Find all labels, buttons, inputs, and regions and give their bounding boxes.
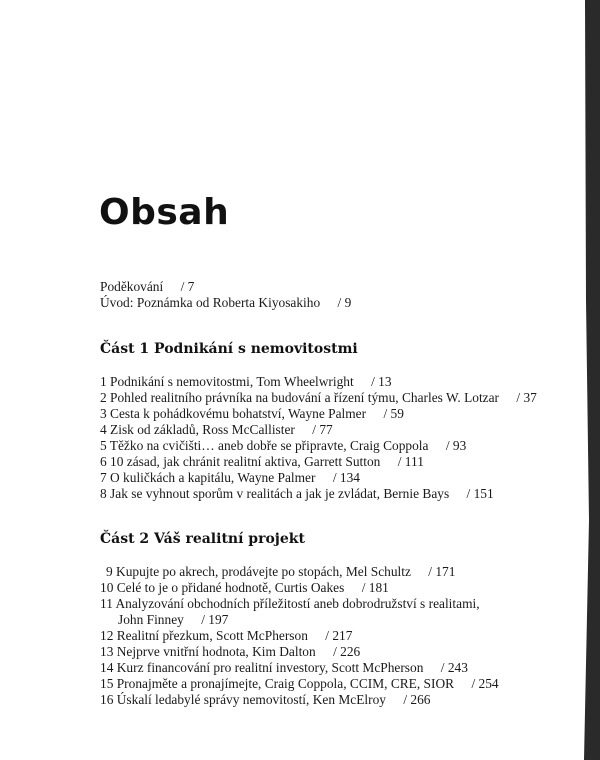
toc-entry-page: / 7 [180,279,195,294]
toc-entry-label: 3 Cesta k pohádkovému bohatství, Wayne Palmer [100,406,367,421]
toc-entry-label: John Finney [118,612,184,627]
toc-entry[interactable] [100,279,194,295]
toc-entry-page: / 217 [325,628,353,643]
toc-entry-label: 12 Realitní přezkum, Scott McPherson [100,628,308,643]
page-edge-strip [584,0,600,760]
toc-entry[interactable] [100,580,389,596]
toc-entry-page: / 254 [471,676,499,691]
toc-entry[interactable] [100,454,424,470]
toc-entry-page: / 134 [332,470,360,485]
toc-entry-label: 14 Kurz financování pro realitní investory, Scott McPherson [100,660,424,675]
toc-entry-label: 2 Pohled realitního právníka na budování a řízení týmu, Charles W. Lotzar [100,390,500,405]
toc-entry-label: 5 Těžko na cvičišti… aneb dobře se připravte, Craig Coppola [100,438,429,453]
toc-entry[interactable] [100,470,360,486]
toc-entry-page: / 181 [361,580,389,595]
toc-entry-label: 10 Celé to je o přidané hodnotě, Curtis Oakes [100,580,345,595]
toc-entry-page: / 111 [397,454,424,469]
toc-entry-page: / 226 [333,644,361,659]
toc-entry-page: / 9 [337,295,352,310]
toc-entry[interactable] [100,660,468,676]
toc-entry-label: 11 Analyzování obchodních příležitostí aneb dobrodružství s realitami, [100,596,480,611]
toc-entry-label: 15 Pronajměte a pronajímejte, Craig Coppola, CCIM, CRE, SIOR [100,676,455,691]
toc-entry[interactable] [100,644,360,660]
toc-entry[interactable] [100,406,404,422]
toc-entry-label: 16 Úskalí ledabylé správy nemovitostí, Ken McElroy [100,692,386,707]
toc-entry[interactable] [100,422,333,438]
toc-entry-label: 4 Zisk od základů, Ross McCallister [100,422,295,437]
toc-entry[interactable] [100,295,351,311]
toc-entry[interactable] [100,438,466,454]
toc-entry[interactable] [100,486,494,502]
toc-entry-page: / 197 [201,612,229,627]
toc-entry-label: 13 Nejprve vnitřní hodnota, Kim Dalton [100,644,316,659]
toc-entry[interactable] [106,564,455,580]
toc-entry-page: / 171 [428,564,456,579]
part-heading: Část 2 Váš realitní projekt [100,531,305,547]
toc-entry[interactable] [100,676,499,692]
toc-entry-page: / 243 [440,660,468,675]
toc-entry[interactable] [100,628,352,644]
toc-entry[interactable] [100,596,483,612]
toc-entry-label: Poděkování [100,279,164,294]
toc-entry-label: 8 Jak se vyhnout sporům v realitách a jak je zvládat, Bernie Bays [100,486,450,501]
toc-entry[interactable] [100,374,392,390]
toc-entry[interactable] [118,612,228,628]
toc-entry-label: 9 Kupujte po akrech, prodávejte po stopách, Mel Schultz [106,564,411,579]
toc-entry-page: / 59 [383,406,404,421]
toc-entry-page: / 37 [516,390,537,405]
toc-entry[interactable] [100,692,431,708]
toc-entry[interactable] [100,390,537,406]
toc-entry-page: / 77 [312,422,333,437]
part-heading: Část 1 Podnikání s nemovitostmi [100,341,358,357]
toc-entry-label: 7 O kuličkách a kapitálu, Wayne Palmer [100,470,316,485]
toc-entry-page: / 13 [371,374,392,389]
toc-entry-page: / 266 [403,692,431,707]
toc-entry-page: / 151 [466,486,494,501]
toc-entry-label: 1 Podnikání s nemovitostmi, Tom Wheelwright [100,374,354,389]
toc-entry-label: Úvod: Poznámka od Roberta Kiyosakiho [100,295,321,310]
toc-entry-label: 6 10 zásad, jak chránit realitní aktiva, Garrett Sutton [100,454,381,469]
toc-entry-page: / 93 [445,438,467,453]
page-title: Obsah [99,192,230,233]
